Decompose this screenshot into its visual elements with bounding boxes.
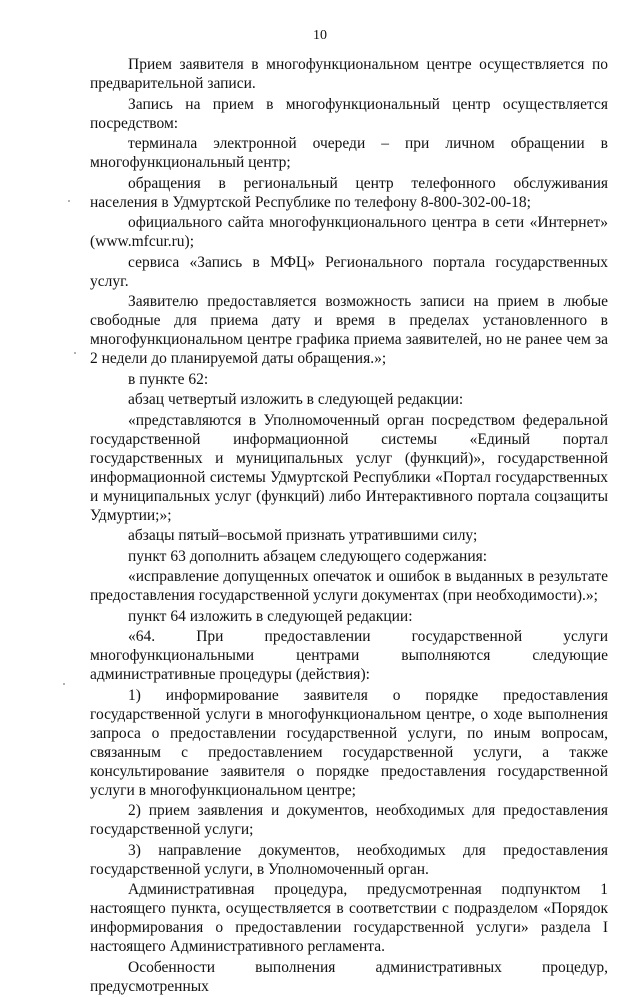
paragraph: Административная процедура, предусмотренная подпунктом 1 настоящего пункта, осуществляется в соответствии с подразделом «Порядок информирования о предоставлении государственной услуги» раздела I настоящего Административного регламента. <box>90 881 608 955</box>
paragraph: Запись на прием в многофункциональный центр осуществляется посредством: <box>90 95 608 132</box>
paragraph: Прием заявителя в многофункциональном центре осуществляется по предварительной записи. <box>90 56 608 92</box>
paragraph: официального сайта многофункционального центра в сети «Интернет» (www.mfcur.ru); <box>90 214 608 250</box>
margin-mark <box>63 683 65 685</box>
paragraph: сервиса «Запись в МФЦ» Регионального портала государственных услуг. <box>90 253 608 290</box>
page-number: 10 <box>313 28 327 43</box>
margin-mark <box>74 352 76 354</box>
paragraph: терминала электронной очереди – при личном обращении в многофункциональный центр; <box>90 135 608 171</box>
paragraph: обращения в региональный центр телефонного обслуживания населения в Удмуртской Республике по телефону 8-800-302-00-18; <box>90 174 608 211</box>
paragraph: пункт 64 изложить в следующей редакции: <box>128 607 413 625</box>
paragraph: «представляются в Уполномоченный орган посредством федеральной государственной информационной системы «Единый портал государственных и муниципальных услуг (функций)», государственной информационной системы Удмуртской Республики «Портал государственных и муниципальных услуг (функций) либо Интерактивного портала соцзащиты Удмуртии;»; <box>90 411 608 524</box>
paragraph: пункт 63 дополнить абзацем следующего содержания: <box>128 547 488 565</box>
paragraph: абзац четвертый изложить в следующей редакции: <box>128 391 464 408</box>
margin-mark <box>68 200 70 202</box>
paragraph: 3) направление документов, необходимых для предоставления государственной услуги, в Уполномоченный орган. <box>90 841 608 878</box>
paragraph: абзацы пятый–восьмой признать утратившими силу; <box>128 527 478 544</box>
paragraph: 1) информирование заявителя о порядке предоставления государственной услуги в многофункциональном центре, о ходе выполнения запроса о предоставлении государственной услуги, по иным вопросам, связанным с предоставлением государственной услуги, а также консультирование заявителя о порядке предоставления государственной услуги в многофункциональном центре; <box>90 686 608 799</box>
paragraph: Особенности выполнения административных процедур, предусмотренных <box>90 958 608 995</box>
paragraph: Заявителю предоставляется возможность записи на прием в любые свободные для приема дату и время в пределах установленного в многофункциональном центре графика приема заявителей, но не ранее чем за 2 недели до планируемой даты обращения.»; <box>90 293 608 367</box>
paragraph: «исправление допущенных опечаток и ошибок в выданных в результате предоставления государственной услуги документах (при необходимости).»; <box>90 568 608 604</box>
paragraph: «64. При предоставлении государственной услуги многофункциональными центрами выполняются следующие административные процедуры (действия): <box>90 628 608 683</box>
paragraph: в пункте 62: <box>128 370 209 388</box>
paragraph: 2) прием заявления и документов, необходимых для предоставления государственной услуги; <box>90 802 608 838</box>
document-body <box>90 55 608 997</box>
